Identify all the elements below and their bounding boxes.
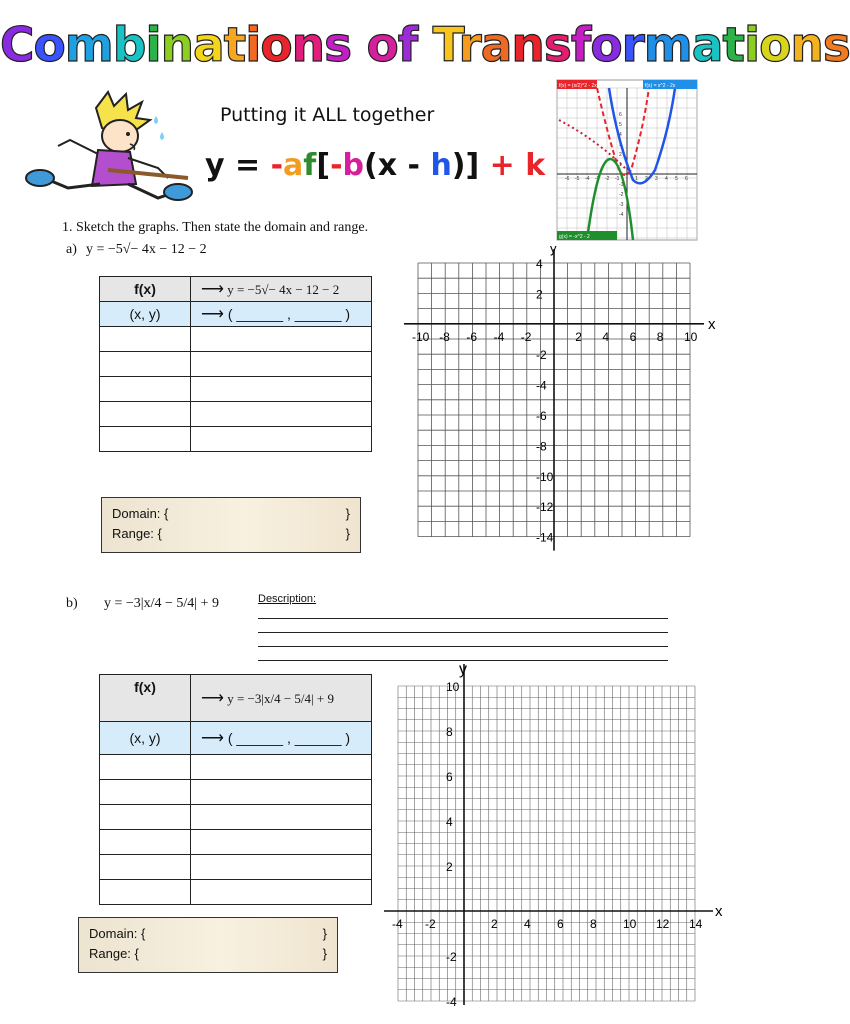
x-tick-label: -6 — [466, 329, 478, 344]
inset-legend-red: f(x) = (x/2)^2 - 2x(x) — [559, 83, 603, 89]
title-letter: i — [743, 18, 760, 73]
title-letter: m — [64, 18, 113, 73]
formula-part: h — [430, 148, 452, 183]
inset-x-tick: 3 — [655, 176, 658, 182]
x-tick-label: 4 — [602, 329, 610, 344]
table-row[interactable] — [100, 327, 372, 352]
x-tick-label: 6 — [557, 917, 564, 931]
inset-x-tick: -5 — [575, 176, 580, 182]
table-cell[interactable] — [100, 377, 191, 402]
part-b-domain-range-box[interactable] — [78, 917, 338, 973]
title-letter: T — [432, 18, 459, 73]
title-letter: n — [790, 18, 823, 73]
y-tick-label: -12 — [536, 500, 554, 515]
range-close: } — [322, 946, 327, 961]
formula-part: k — [525, 148, 546, 183]
inset-x-tick: -3 — [595, 176, 600, 182]
x-tick-label: -8 — [439, 329, 450, 344]
y-tick-label: 2 — [536, 287, 543, 302]
x-axis-label: x — [715, 903, 723, 920]
table-row[interactable] — [100, 427, 372, 452]
subtitle: Putting it ALL together — [220, 104, 435, 126]
part-a-table — [99, 276, 372, 452]
inset-x-tick: -4 — [585, 176, 590, 182]
x-tick-label: 8 — [590, 917, 597, 931]
inset-y-tick: 5 — [619, 122, 622, 128]
transformations-example-graph — [557, 80, 697, 240]
table-cell[interactable] — [191, 780, 372, 805]
formula-part: ( — [364, 148, 378, 183]
xy-header: (x, y) — [100, 302, 191, 327]
title-letter: f — [397, 18, 418, 73]
page-title — [0, 18, 850, 73]
inset-x-tick: 2 — [645, 176, 648, 182]
x-tick-label: -4 — [493, 329, 505, 344]
title-letter: n — [291, 18, 325, 73]
part-a-equation: y = −5√− 4x − 12 − 2 — [86, 242, 207, 257]
title-letter: a — [480, 18, 512, 73]
y-tick-label: 6 — [446, 770, 453, 784]
inset-x-tick: 6 — [685, 176, 688, 182]
y-tick-label: 4 — [536, 257, 543, 271]
y-tick-label: -2 — [446, 950, 457, 964]
title-letter: n — [160, 18, 194, 73]
title-letter: i — [145, 18, 161, 73]
table-row[interactable] — [100, 377, 372, 402]
table-row[interactable] — [100, 402, 372, 427]
table-row[interactable] — [100, 780, 372, 805]
x-tick-label: 2 — [491, 917, 498, 931]
xy-blank: ( ______ , ______ ) — [227, 730, 351, 746]
running-boy-illustration — [18, 88, 193, 213]
table-cell[interactable] — [191, 880, 372, 905]
inset-y-tick: 4 — [619, 132, 622, 138]
x-tick-label: 10 — [623, 917, 637, 931]
inset-legend-blue: f(x) = x^2 - 2x — [645, 83, 676, 89]
formula-part: )] — [451, 148, 480, 183]
title-letter: a — [691, 18, 723, 73]
y-tick-label: -4 — [536, 378, 547, 393]
table-cell[interactable] — [191, 377, 372, 402]
fx-equation: y = −5√− 4x − 12 − 2 — [227, 282, 340, 297]
inset-y-tick: 2 — [619, 152, 622, 158]
y-tick-label: -14 — [536, 530, 554, 545]
fx-header: f(x) — [100, 277, 191, 302]
domain-close: } — [322, 926, 327, 941]
y-tick-label: 4 — [446, 815, 453, 829]
formula-part: a — [283, 148, 304, 183]
table-cell[interactable] — [100, 755, 191, 780]
y-tick-label: 8 — [446, 725, 453, 739]
title-letter: o — [33, 18, 65, 73]
fx-equation: y = −3|x/4 − 5/4| + 9 — [227, 691, 334, 706]
title-letter: i — [245, 18, 261, 73]
part-a-domain-range-box[interactable] — [101, 497, 361, 553]
general-transformation-formula — [205, 148, 545, 183]
formula-part: x — [377, 148, 398, 183]
formula-part: + — [479, 148, 526, 183]
title-letter: t — [722, 18, 744, 73]
x-tick-label: -4 — [392, 917, 403, 931]
table-cell[interactable] — [191, 327, 372, 352]
table-cell[interactable] — [191, 427, 372, 452]
x-tick-label: -2 — [425, 917, 436, 931]
domain-label: Domain: { — [112, 506, 169, 521]
table-cell[interactable] — [100, 780, 191, 805]
x-tick-label: 4 — [524, 917, 531, 931]
range-close: } — [345, 526, 350, 541]
x-tick-label: 6 — [629, 329, 637, 344]
x-tick-label: 14 — [689, 917, 703, 931]
table-cell[interactable] — [191, 755, 372, 780]
table-row[interactable] — [100, 352, 372, 377]
formula-part: b — [342, 148, 365, 183]
description-line[interactable] — [258, 618, 668, 619]
formula-part: = — [224, 148, 271, 183]
x-tick-label: -2 — [520, 329, 532, 344]
title-letter: n — [511, 18, 544, 73]
table-cell[interactable] — [100, 855, 191, 880]
domain-close: } — [345, 506, 350, 521]
table-cell[interactable] — [100, 402, 191, 427]
y-tick-label: 2 — [446, 860, 453, 874]
part-b-equation: y = −3|x/4 − 5/4| + 9 — [104, 596, 219, 611]
x-tick-label: 2 — [575, 329, 582, 344]
table-cell[interactable] — [100, 327, 191, 352]
title-letter: a — [193, 18, 224, 73]
inset-y-tick: 3 — [619, 142, 622, 148]
title-letter: m — [643, 18, 692, 73]
y-tick-label: -10 — [536, 469, 554, 484]
description-label: Description: — [258, 593, 317, 605]
xy-value[interactable]: ⟶ ( ______ , ______ ) — [191, 722, 372, 755]
xy-blank: ( ______ , ______ ) — [227, 306, 351, 322]
inset-y-tick: 1 — [619, 162, 622, 168]
table-row[interactable] — [100, 830, 372, 855]
inset-y-tick: -2 — [619, 192, 624, 198]
formula-part: f — [303, 148, 317, 183]
inset-x-tick: -6 — [565, 176, 570, 182]
xy-value[interactable]: ⟶ ( ______ , ______ ) — [191, 302, 372, 327]
inset-y-tick: -1 — [619, 182, 624, 188]
table-cell[interactable] — [100, 352, 191, 377]
table-cell[interactable] — [191, 830, 372, 855]
inset-x-tick: 5 — [675, 176, 678, 182]
inset-x-tick: -1 — [615, 176, 620, 182]
x-axis-label: x — [708, 315, 716, 333]
fx-value: ⟶ y = −5√− 4x − 12 − 2 — [191, 277, 372, 302]
table-row[interactable] — [100, 880, 372, 905]
table-row[interactable] — [100, 805, 372, 830]
title-letter: C — [0, 18, 34, 73]
part-b-label: b) — [66, 596, 78, 611]
instruction: 1. Sketch the graphs. Then state the domain and range. — [62, 220, 369, 235]
x-tick-label: 8 — [656, 329, 664, 344]
y-axis-label: y — [459, 661, 467, 678]
title-letter: o — [366, 18, 398, 73]
formula-part: - — [330, 148, 343, 183]
table-cell[interactable] — [100, 830, 191, 855]
table-cell[interactable] — [100, 880, 191, 905]
title-letter: r — [458, 18, 481, 73]
xy-header: (x, y) — [100, 722, 191, 755]
part-a-label: a) — [66, 242, 77, 257]
table-cell[interactable] — [100, 427, 191, 452]
table-cell[interactable] — [100, 805, 191, 830]
inset-legend-green: g(x) = -x^2 - 2 — [559, 234, 590, 240]
y-tick-label: 10 — [446, 680, 460, 694]
inset-x-tick: -2 — [605, 176, 610, 182]
x-tick-label: 10 — [684, 329, 698, 344]
title-letter: o — [759, 18, 791, 73]
title-letter: o — [590, 18, 622, 73]
domain-label: Domain: { — [89, 926, 146, 941]
description-line[interactable] — [258, 632, 668, 633]
x-tick-label: 12 — [656, 917, 670, 931]
inset-y-tick: -3 — [619, 202, 624, 208]
y-axis-label: y — [550, 241, 557, 256]
y-tick-label: -6 — [536, 409, 547, 423]
title-letter: f — [570, 18, 591, 73]
inset-x-tick: 1 — [635, 176, 638, 182]
part-b-table — [99, 674, 372, 905]
y-tick-label: -2 — [536, 348, 547, 363]
part-a-graph[interactable] — [400, 243, 730, 563]
title-letter: t — [223, 18, 246, 73]
formula-part: - — [270, 148, 284, 183]
y-tick-label: -8 — [536, 439, 547, 454]
formula-part: y — [205, 148, 225, 183]
inset-x-tick: 4 — [665, 176, 668, 182]
table-row[interactable] — [100, 755, 372, 780]
table-cell[interactable] — [191, 402, 372, 427]
title-letter: b — [112, 18, 146, 73]
inset-y-tick: -4 — [619, 212, 624, 218]
range-label: Range: { — [89, 946, 139, 961]
table-cell[interactable] — [191, 352, 372, 377]
title-letter: s — [543, 18, 571, 73]
table-cell[interactable] — [191, 855, 372, 880]
title-letter: s — [822, 18, 850, 73]
formula-part: - — [397, 148, 431, 183]
title-letter: r — [621, 18, 644, 73]
table-cell[interactable] — [191, 805, 372, 830]
range-label: Range: { — [112, 526, 162, 541]
inset-y-tick: 6 — [619, 112, 622, 118]
y-tick-label: -4 — [446, 995, 457, 1009]
part-b-graph[interactable] — [380, 656, 740, 1020]
fx-header: f(x) — [100, 675, 191, 722]
fx-value: ⟶ y = −3|x/4 − 5/4| + 9 — [191, 675, 372, 722]
title-letter: s — [324, 18, 352, 73]
title-letter: o — [260, 18, 292, 73]
formula-part: [ — [316, 148, 331, 183]
x-tick-label: -10 — [412, 329, 430, 344]
description-line[interactable] — [258, 646, 668, 647]
table-row[interactable] — [100, 855, 372, 880]
